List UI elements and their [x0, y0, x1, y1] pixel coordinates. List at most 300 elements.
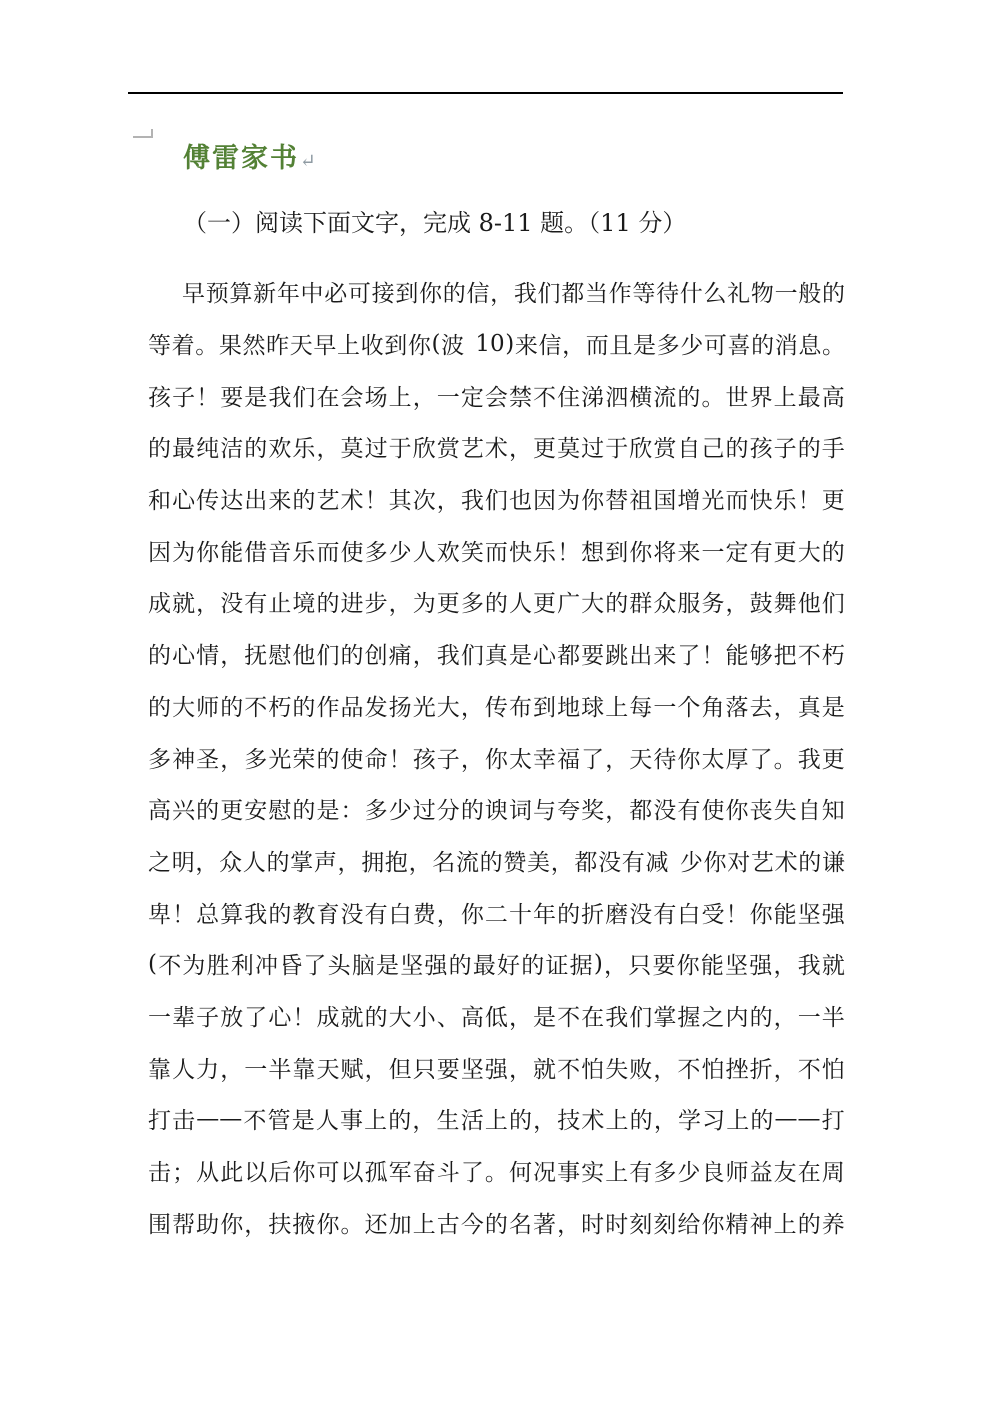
glyph: 人 [412, 539, 436, 566]
glyph: 的 [148, 643, 171, 670]
glyph: ！ [797, 488, 821, 515]
glyph: 不 [158, 953, 182, 980]
glyph: 就 [533, 1056, 556, 1083]
glyph: 之 [701, 1004, 725, 1031]
glyph: 欢 [268, 436, 292, 463]
glyph: 上 [484, 1108, 508, 1135]
glyph: ！ [388, 746, 412, 773]
glyph: 的 [557, 901, 581, 928]
glyph: 术 [340, 488, 364, 515]
glyph: 败 [629, 1056, 653, 1083]
glyph: 要 [652, 953, 676, 980]
glyph: 物 [750, 281, 774, 308]
glyph: 有 [749, 539, 773, 566]
glyph: 广 [557, 591, 581, 618]
glyph: 发 [364, 694, 388, 721]
glyph: ， [388, 591, 412, 618]
glyph: 有 [244, 591, 268, 618]
glyph: 们 [460, 643, 484, 670]
glyph: 大 [436, 694, 460, 721]
glyph: 加 [388, 1211, 412, 1238]
glyph: 欣 [629, 436, 653, 463]
glyph: 早 [182, 281, 205, 308]
glyph: 在 [581, 1004, 605, 1031]
glyph: 般 [798, 281, 822, 308]
glyph: 昏 [279, 953, 303, 980]
glyph: ！ [557, 539, 581, 566]
glyph: 进 [340, 591, 364, 618]
glyph: 年 [276, 281, 300, 308]
glyph: 早 [313, 333, 337, 360]
glyph: 是 [633, 333, 656, 360]
glyph: 都 [561, 281, 585, 308]
glyph: 的 [292, 488, 316, 515]
glyph: 心 [172, 488, 196, 515]
glyph: 精 [725, 1211, 749, 1238]
glyph: 一 [774, 281, 798, 308]
glyph: 心 [268, 1004, 292, 1031]
glyph: 新 [253, 281, 277, 308]
glyph: 子 [196, 1004, 220, 1031]
glyph: 不 [557, 1056, 581, 1083]
glyph: 们 [537, 281, 561, 308]
glyph: 不 [797, 1056, 821, 1083]
glyph: ， [364, 1056, 388, 1083]
glyph: 高 [148, 798, 171, 825]
glyph: 的 [316, 591, 340, 618]
glyph: 拥 [361, 849, 385, 876]
glyph: 圣 [196, 746, 220, 773]
glyph: 都 [629, 798, 653, 825]
section-heading: （一）阅读下面文字，完成 8-11 题。（11 分） [183, 209, 687, 237]
glyph: ！ [701, 643, 725, 670]
glyph: —— [196, 1105, 243, 1132]
glyph: ： [340, 798, 364, 825]
glyph: 更 [821, 488, 845, 515]
glyph: 赏 [653, 436, 677, 463]
glyph: ， [220, 746, 244, 773]
glyph: 放 [220, 1004, 244, 1031]
glyph: 的 [797, 436, 821, 463]
glyph: 你 [407, 333, 431, 360]
glyph: 一 [244, 1056, 268, 1083]
glyph: 上 [773, 384, 797, 411]
glyph: 去 [749, 694, 773, 721]
glyph: 们 [821, 591, 845, 618]
glyph: 少 [388, 539, 412, 566]
glyph: 能 [725, 643, 749, 670]
glyph: 欣 [412, 436, 436, 463]
glyph: 你 [220, 1211, 244, 1238]
glyph: 掌 [653, 1004, 677, 1031]
glyph: 境 [292, 591, 316, 618]
glyph: 没 [598, 849, 622, 876]
glyph: 是 [821, 694, 845, 721]
glyph: 么 [703, 281, 727, 308]
glyph: 痛 [388, 643, 412, 670]
body-line [148, 421, 845, 473]
glyph: 安 [244, 798, 268, 825]
glyph: 没 [340, 901, 364, 928]
glyph: 了 [244, 1004, 268, 1031]
body-line [148, 783, 845, 835]
glyph: 流 [455, 849, 479, 876]
glyph: 周 [821, 1160, 845, 1187]
glyph: 不 [557, 1004, 581, 1031]
glyph: ！ [292, 1004, 316, 1031]
glyph: 上 [412, 1211, 436, 1238]
glyph: 真 [797, 694, 821, 721]
glyph: ， [220, 1056, 244, 1083]
glyph: ， [653, 1108, 677, 1135]
glyph: 有 [653, 901, 677, 928]
glyph: 你 [701, 1211, 725, 1238]
glyph: 都 [574, 849, 598, 876]
glyph: 也 [508, 488, 532, 515]
glyph: 替 [605, 488, 629, 515]
glyph: 子 [773, 436, 797, 463]
glyph: ， [460, 746, 484, 773]
glyph: 更 [821, 746, 845, 773]
glyph: 少 [680, 333, 704, 360]
glyph: 一 [797, 1004, 821, 1031]
glyph: 使 [701, 798, 725, 825]
glyph: ， [196, 591, 220, 618]
glyph: ， [605, 746, 629, 773]
glyph: 务 [701, 591, 725, 618]
glyph: 扬 [388, 694, 412, 721]
glyph: 实 [581, 1160, 605, 1187]
glyph: 你 [703, 849, 727, 876]
glyph: 上 [773, 1211, 797, 1238]
glyph: 的 [148, 694, 171, 721]
glyph: 孩 [412, 746, 436, 773]
glyph: 此 [220, 1160, 244, 1187]
glyph: 群 [629, 591, 653, 618]
glyph: 。 [701, 384, 725, 411]
glyph: 是 [291, 1108, 315, 1135]
glyph: ， [533, 1108, 557, 1135]
glyph: 怕 [701, 1056, 725, 1083]
glyph: ， [508, 1056, 532, 1083]
glyph: 来 [677, 539, 701, 566]
glyph: 跳 [605, 643, 629, 670]
glyph: 个 [677, 694, 701, 721]
glyph: 地 [557, 694, 581, 721]
glyph: 创 [364, 643, 388, 670]
glyph: 着 [171, 333, 195, 360]
glyph: 的 [448, 953, 472, 980]
glyph: 命 [364, 746, 388, 773]
glyph: 击 [172, 1108, 196, 1135]
glyph: 成 [148, 591, 171, 618]
glyph: 一 [148, 1004, 171, 1031]
glyph: 你 [749, 901, 773, 928]
margin-crop-mark [133, 129, 153, 138]
glyph: 他 [797, 591, 821, 618]
glyph: 而 [316, 539, 340, 566]
glyph: 的 [442, 281, 466, 308]
glyph: 朽 [268, 694, 292, 721]
glyph: 的 [388, 1108, 412, 1135]
glyph: 舞 [773, 591, 797, 618]
glyph: 球 [581, 694, 605, 721]
glyph: 头 [327, 953, 351, 980]
glyph: 到 [605, 539, 629, 566]
glyph: 多 [244, 746, 268, 773]
glyph: 证 [545, 953, 569, 980]
glyph: 来 [514, 333, 538, 360]
document-title [183, 141, 316, 179]
glyph: 但 [388, 1056, 412, 1083]
glyph: 艺 [316, 488, 340, 515]
glyph: 荣 [292, 746, 316, 773]
glyph: 丧 [749, 798, 773, 825]
glyph: 为 [182, 953, 206, 980]
body-line [148, 1041, 845, 1093]
glyph: 、 [436, 1004, 460, 1031]
glyph: 次 [412, 488, 436, 515]
glyph: 收 [360, 333, 384, 360]
glyph: 挫 [725, 1056, 749, 1083]
body-line [148, 318, 845, 370]
glyph: 而 [484, 539, 508, 566]
glyph: 算 [220, 901, 244, 928]
glyph: 待 [653, 746, 677, 773]
glyph: 的 [508, 1108, 532, 1135]
glyph: 世 [725, 384, 749, 411]
glyph: 扶 [268, 1211, 292, 1238]
glyph: 过 [581, 436, 605, 463]
glyph: 快 [508, 539, 532, 566]
glyph: 脑 [351, 953, 375, 980]
glyph: 奖 [581, 798, 605, 825]
glyph: ， [436, 901, 460, 928]
glyph: 上 [726, 1108, 750, 1135]
glyph: 纯 [196, 436, 220, 463]
body-paragraph [148, 266, 845, 1248]
glyph: 与 [533, 798, 556, 825]
body-line [148, 886, 845, 938]
glyph: 我 [268, 384, 292, 411]
glyph: 况 [533, 1160, 556, 1187]
glyph: 己 [701, 436, 725, 463]
glyph: 一 [436, 384, 460, 411]
glyph: 词 [508, 798, 532, 825]
glyph: 的 [484, 1211, 508, 1238]
glyph: ， [508, 1004, 532, 1031]
glyph: 强 [749, 953, 773, 980]
glyph: 怕 [581, 1056, 605, 1083]
glyph: 息 [798, 333, 822, 360]
glyph: 时 [581, 1211, 605, 1238]
glyph: 然 [242, 333, 266, 360]
glyph: 在 [316, 384, 340, 411]
glyph: 布 [508, 694, 532, 721]
glyph: 当 [584, 281, 608, 308]
glyph: 没 [653, 798, 677, 825]
glyph: 军 [388, 1160, 412, 1187]
glyph: 来 [653, 643, 677, 670]
glyph: ， [773, 1004, 797, 1031]
body-line [148, 680, 845, 732]
glyph: 学 [677, 1108, 701, 1135]
glyph: 洁 [220, 436, 244, 463]
glyph: 小 [412, 1004, 436, 1031]
glyph: 算 [229, 281, 253, 308]
glyph: 乐 [292, 436, 316, 463]
glyph: 太 [508, 746, 532, 773]
glyph: 知 [821, 798, 845, 825]
glyph: 上 [605, 1160, 629, 1187]
glyph: 什 [679, 281, 703, 308]
glyph: 声 [313, 849, 337, 876]
glyph: 音 [268, 539, 292, 566]
glyph: 的 [220, 694, 244, 721]
glyph: 成 [316, 1004, 340, 1031]
glyph: 借 [244, 539, 268, 566]
glyph: ， [412, 384, 436, 411]
glyph: 刻 [653, 1211, 677, 1238]
glyph: ， [316, 436, 340, 463]
glyph: 能 [220, 539, 244, 566]
glyph: 到 [384, 333, 408, 360]
glyph: 高 [821, 384, 845, 411]
glyph: 因 [148, 539, 171, 566]
glyph: 厚 [725, 746, 749, 773]
glyph: 等 [632, 281, 656, 308]
glyph: ， [605, 798, 629, 825]
glyph: 心 [172, 643, 196, 670]
glyph: 场 [364, 384, 388, 411]
glyph: 你 [581, 488, 605, 515]
glyph: 为 [412, 591, 436, 618]
glyph: 人 [242, 849, 266, 876]
glyph: 怕 [821, 1056, 845, 1083]
body-line [148, 266, 845, 318]
glyph: 快 [749, 488, 773, 515]
glyph: 半 [268, 1056, 292, 1083]
glyph: 昨 [266, 333, 290, 360]
glyph: 传 [196, 488, 220, 515]
glyph: 折 [581, 901, 605, 928]
glyph: ， [508, 436, 532, 463]
glyph: 了 [677, 643, 701, 670]
glyph: 人 [315, 1108, 339, 1135]
glyph: 们 [629, 1004, 653, 1031]
glyph: 我 [460, 488, 484, 515]
glyph: 少 [679, 849, 703, 876]
glyph: 养 [821, 1211, 845, 1238]
glyph: 角 [701, 694, 725, 721]
glyph: ！ [364, 488, 388, 515]
glyph: 只 [412, 1056, 436, 1083]
glyph: 子 [172, 384, 196, 411]
glyph: 少 [388, 798, 412, 825]
glyph: 内 [725, 1004, 749, 1031]
glyph: 明 [171, 849, 195, 876]
glyph: 不 [677, 1056, 701, 1083]
glyph: 。 [822, 333, 845, 360]
glyph: 磨 [605, 901, 629, 928]
glyph: 打 [148, 1108, 171, 1135]
document-title-text: 傅雷家书 [183, 143, 299, 174]
glyph: 于 [388, 436, 412, 463]
glyph: 人 [172, 1056, 196, 1083]
glyph: 们 [292, 384, 316, 411]
glyph: 你 [460, 901, 484, 928]
glyph: 有 [364, 901, 388, 928]
glyph: 我 [797, 746, 821, 773]
glyph: 白 [677, 901, 701, 928]
glyph: 折 [749, 1056, 773, 1083]
glyph: 还 [364, 1211, 388, 1238]
glyph: 的 [292, 694, 316, 721]
glyph: ， [773, 953, 797, 980]
glyph: ， [604, 953, 628, 980]
glyph: ， [550, 849, 574, 876]
glyph: 我 [513, 281, 537, 308]
glyph: 光 [701, 488, 725, 515]
glyph: 其 [388, 488, 412, 515]
glyph: 你 [725, 798, 749, 825]
glyph: ) [593, 950, 603, 977]
glyph: 靠 [148, 1056, 171, 1083]
header-rule [128, 92, 843, 94]
glyph: 的 [316, 746, 340, 773]
glyph: 能 [700, 953, 724, 980]
glyph: 信 [538, 333, 562, 360]
glyph: 赞 [503, 849, 527, 876]
glyph: 就 [821, 953, 845, 980]
glyph: 中 [300, 281, 324, 308]
glyph: 总 [196, 901, 220, 928]
glyph: 今 [460, 1211, 484, 1238]
glyph: 谦 [821, 849, 845, 876]
glyph: 夸 [557, 798, 581, 825]
glyph: 白 [388, 901, 412, 928]
glyph: 是 [376, 953, 400, 980]
glyph: 的 [340, 643, 364, 670]
glyph: 育 [316, 901, 340, 928]
glyph: 的 [244, 436, 268, 463]
glyph: 活 [460, 1108, 484, 1135]
glyph: 笑 [460, 539, 484, 566]
glyph: 出 [244, 488, 268, 515]
glyph: ！ [725, 901, 749, 928]
glyph: 坚 [400, 953, 424, 980]
glyph: 是 [244, 384, 268, 411]
glyph: 我 [436, 643, 460, 670]
glyph: ！ [172, 901, 196, 928]
glyph: 孩 [749, 436, 773, 463]
glyph: 达 [220, 488, 244, 515]
glyph: 过 [364, 436, 388, 463]
glyph: 可 [703, 333, 727, 360]
glyph: 胜 [206, 953, 230, 980]
glyph: ， [408, 849, 432, 876]
glyph: 的 [749, 1004, 773, 1031]
space-glyph [669, 847, 679, 873]
glyph: 从 [196, 1160, 220, 1187]
glyph: 失 [605, 1056, 629, 1083]
glyph: ， [653, 1056, 677, 1083]
glyph: 喜 [727, 333, 751, 360]
glyph: 谀 [484, 798, 508, 825]
glyph: 师 [196, 694, 220, 721]
glyph: 心 [533, 643, 556, 670]
glyph: 就 [172, 591, 196, 618]
